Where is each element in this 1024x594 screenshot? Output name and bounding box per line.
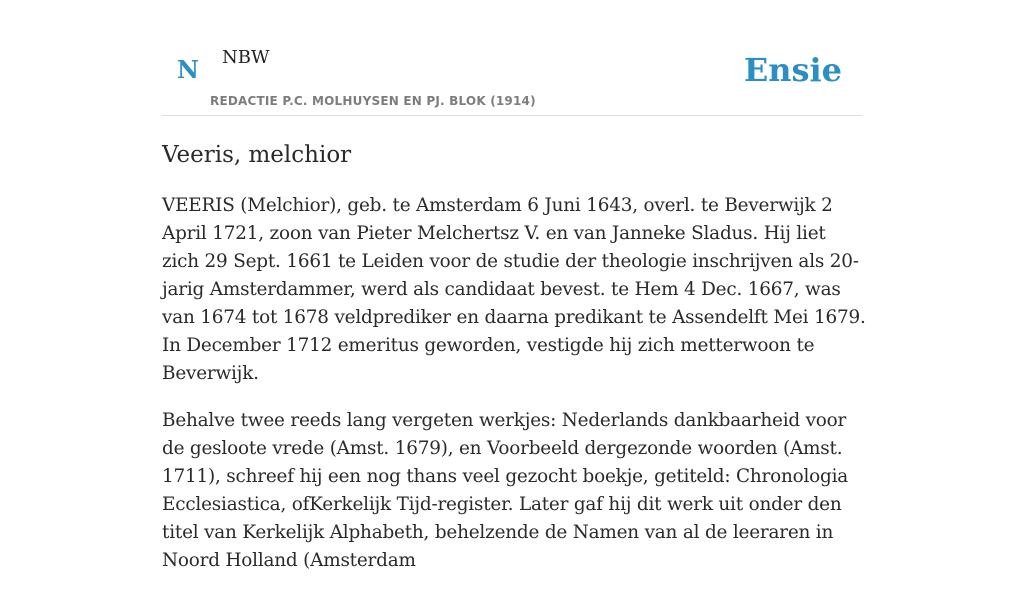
brand-logo-link[interactable]: Ensie [743,51,842,89]
site-header [162,0,862,116]
source-logo[interactable]: N [177,55,199,84]
source-subtitle: REDACTIE P.C. MOLHUYSEN EN PJ. BLOK (1914) [210,94,536,108]
article-body [162,192,867,594]
article-paragraph-2: Behalve twee reeds lang vergeten werkjes: Nederlands dankbaarheid voor de gesloote vrede (Amst. 1679), en Voorbeeld dergezonde woorden (Amst. 1711), schreef hij een nog thans veel gezocht boekje, getiteld: Chronologia Ecclesiastica, ofKerkelijk Tijd-register. Later gaf hij dit werk uit onder den titel van Kerkelijk Alphabeth, behelzende de Namen van al de leeraren in Noord Holland (Amsterdam [162,410,849,571]
source-name[interactable]: NBW [222,47,270,68]
page-title: Veeris, melchior [162,142,352,168]
article-paragraph-1: VEERIS (Melchior), geb. te Amsterdam 6 Juni 1643, overl. te Beverwijk 2 April 1721, zoon van Pieter Melchertsz V. en van Janneke Sladus. Hij liet zich 29 Sept. 1661 te Leiden voor de studie der theologie inschrijven als 20-jarig Amsterdammer, werd als candidaat bevest. te Hem 4 Dec. 1667, was van 1674 tot 1678 veldprediker en daarna predikant te Assendelft Mei 1679. In December 1712 emeritus geworden, vestigde hij zich metterwoon te Beverwijk. [162,195,866,384]
